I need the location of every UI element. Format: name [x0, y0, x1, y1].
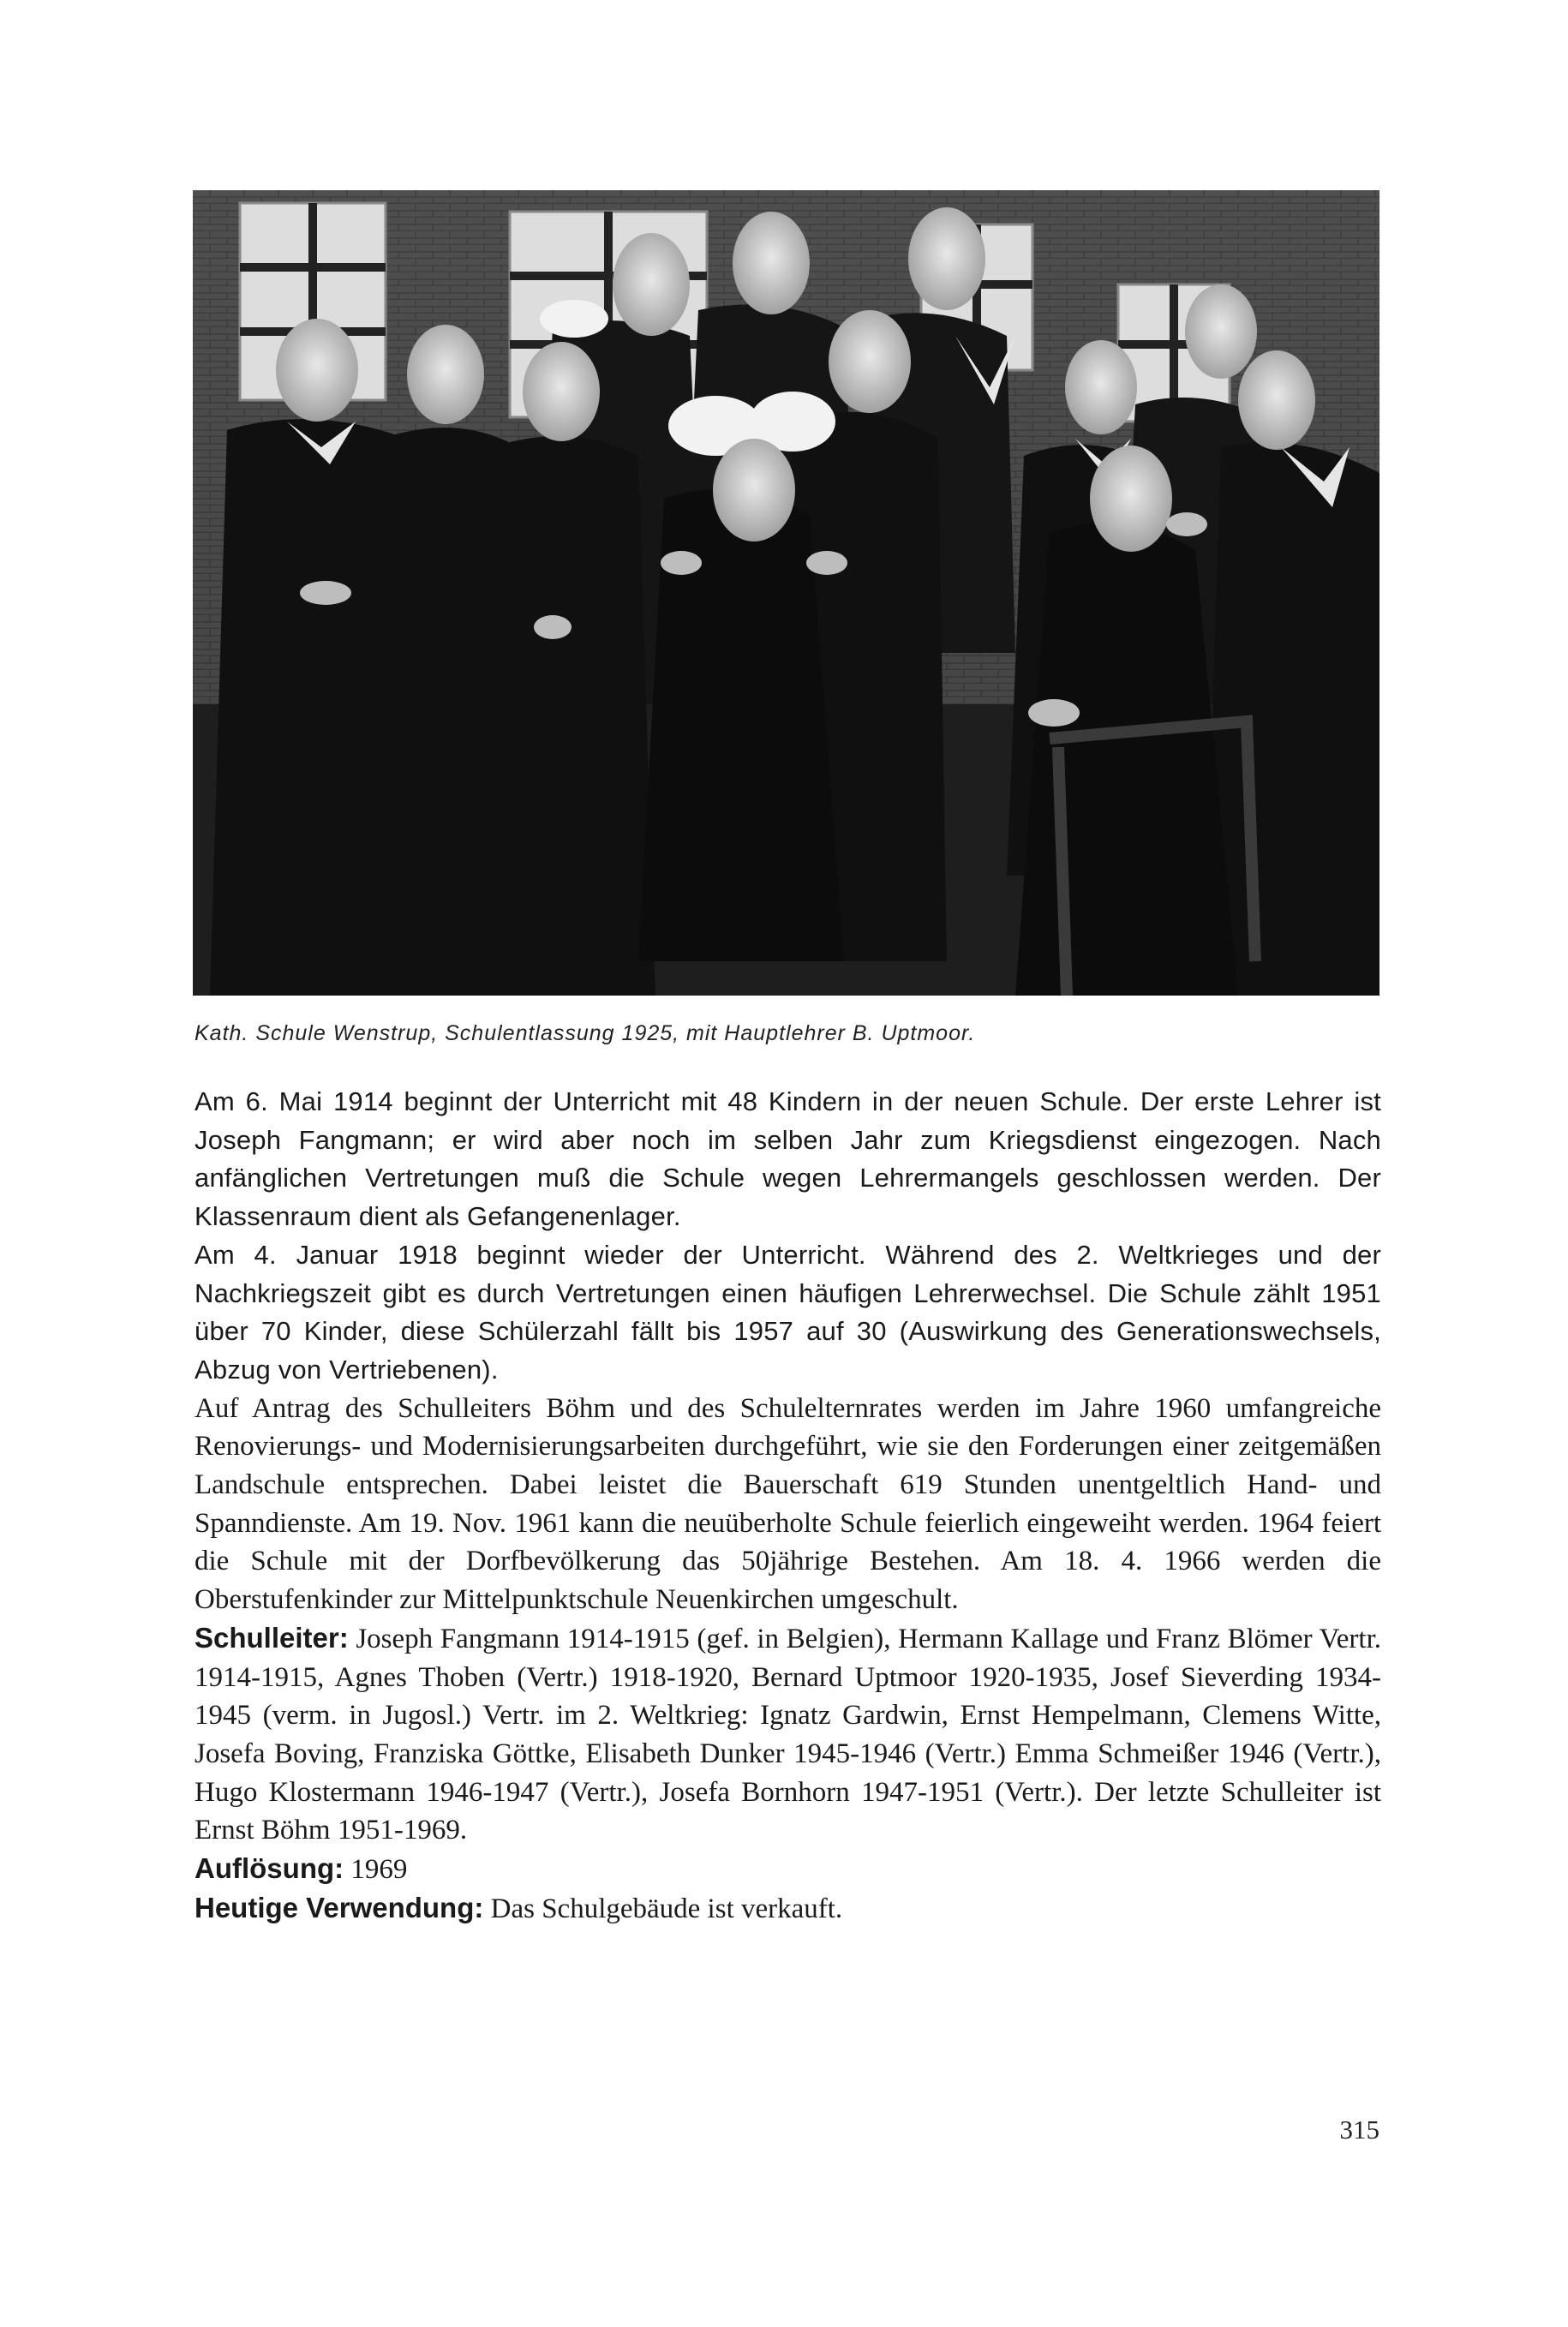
paragraph-renovation: Auf Antrag des Schulleiters Böhm und des Schulelternrates werden im Jahre 1960 umfangreiche Renovierungs- und Modernisierungsarbeiten durchgeführt, wie sie den Forderungen einer zeitgemäßen Landschule entsprechen. Dabei leistet die Bauerschaft 619 Stunden unentgeltlich Hand- und Spanndienste. Am 19. Nov. 1961 kann die neuüberholte Schule feierlich eingeweiht werden. 1964 feiert die Schule mit der Dorfbevölkerung das 50jährige Bestehen. Am 18. 4. 1966 werden die Oberstufenkinder zur Mittelpunktschule Neuenkirchen umgeschult. [195, 1392, 1381, 1616]
aufloesung-label: Auflösung: [195, 1852, 344, 1885]
paragraph-reopening: Am 4. Januar 1918 beginnt wieder der Unterricht. Während des 2. Weltkrieges und der Nachkriegszeit gibt es durch Vertretungen einen häufigen Lehrerwechsel. Die Schule zählt 1951 über 70 Kinder, diese Schülerzahl fällt bis 1957 auf 30 (Auswirkung des Generationswechsels, Abzug von Vertriebenen). [195, 1239, 1381, 1385]
paragraph-opening: Am 6. Mai 1914 beginnt der Unterricht mit 48 Kindern in der neuen Schule. Der erste Lehrer ist Joseph Fangmann; er wird aber noch im selben Jahr zum Kriegsdienst eingezogen. Nach anfänglichen Vertretungen muß die Schule wegen Lehrermangels geschlossen werden. Der Klassenraum dient als Gefangenenlager. [195, 1086, 1381, 1232]
aufloesung-text: 1969 [344, 1854, 408, 1886]
body-text [195, 1083, 1381, 1928]
paragraph-aufloesung [195, 1850, 1381, 1889]
page-number: 315 [1339, 2115, 1379, 2145]
verwendung-label: Heutige Verwendung: [195, 1891, 484, 1923]
paragraph-verwendung [195, 1889, 1381, 1929]
photo-caption: Kath. Schule Wenstrup, Schulentlassung 1925, mit Hauptlehrer B. Uptmoor. [195, 1021, 976, 1045]
group-photo-icon [193, 190, 1379, 996]
historical-group-photo [193, 190, 1379, 996]
verwendung-text: Das Schulgebäude ist verkauft. [483, 1893, 843, 1924]
schulleiter-label: Schulleiter: [195, 1621, 349, 1654]
schulleiter-text: Joseph Fangmann 1914-1915 (gef. in Belgien), Hermann Kallage und Franz Blömer Vertr. 1914-1915, Agnes Thoben (Vertr.) 1918-1920, Bernard Uptmoor 1920-1935, Josef Sieverding 1934-1945 (verm. in Jugosl.) Vertr. im 2. Weltkrieg: Ignatz Gardwin, Ernst Hempelmann, Clemens Witte, Josefa Boving, Franziska Göttke, Elisabeth Dunker 1945-1946 (Vertr.) Emma Schmeißer 1946 (Vertr.), Hugo Klostermann 1946-1947 (Vertr.), Josefa Bornhorn 1947-1951 (Vertr.). Der letzte Schulleiter ist Ernst Böhm 1951-1969. [195, 1623, 1381, 1846]
paragraph-schulleiter [195, 1619, 1381, 1850]
